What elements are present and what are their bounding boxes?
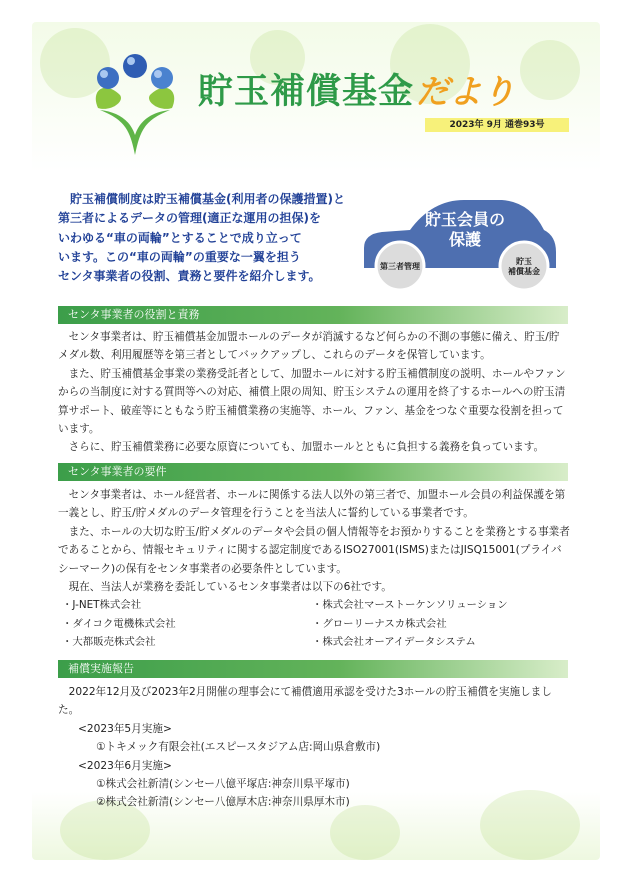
paragraph: センタ事業者は、ホール経営者、ホールに関係する法人以外の第三者で、加盟ホール会員の利益保護を第一義とし、貯玉/貯メダルのデータ管理を行うことを当法人に誓約している事業者です。 [58, 489, 566, 520]
newsletter-title [198, 64, 515, 114]
car-title-line: 保護 [448, 230, 481, 249]
section-report-body [58, 683, 570, 812]
section-role-body [58, 328, 570, 457]
wheel-label-line: 貯玉 [516, 257, 532, 266]
bokeh-decoration [520, 40, 580, 100]
company-item: ・ダイコク電機株式会社 [62, 617, 176, 630]
company-item: ・株式会社オーアイデータシステム [312, 636, 476, 648]
section-heading-report: 補償実施報告 [58, 660, 568, 678]
section-requirements-body [58, 486, 570, 596]
left-wheel-label: 第三者管理 [380, 262, 420, 271]
right-wheel-label [496, 257, 552, 277]
title-sub: だより [416, 72, 516, 111]
paragraph: 2022年12月及び2023年2月開催の理事会にて補償適用承認を受けた3ホールの貯玉補償を実施しました。 [58, 686, 552, 717]
issue-info: 2023年 9月 通巻93号 [425, 118, 569, 132]
section-heading-role: センタ事業者の役割と責務 [58, 306, 568, 324]
wheel-label-line: 補償基金 [508, 267, 540, 276]
report-item: ①株式会社新清(シンセー八億平塚店:神奈川県平塚市) [96, 778, 350, 791]
car-title-line: 貯玉会員の [424, 210, 505, 229]
paragraph: 現在、当法人が業務を委託しているセンタ事業者は以下の6社です。 [68, 581, 392, 594]
company-item: ・大都販売株式会社 [62, 636, 156, 648]
company-item: ・株式会社マーストーケンソリューション [312, 599, 508, 611]
company-item: ・J-NET株式会社 [62, 599, 142, 611]
intro-line: います。この“車の両輪”の重要な一翼を担う [58, 249, 301, 264]
paragraph: センタ事業者は、貯玉補償基金加盟ホールのデータが消滅するなど何らかの不測の事態に備え、貯玉/貯メダル数、利用履歴等を第三者としてバックアップし、これらのデータを保管しています。 [58, 331, 560, 362]
intro-line: センタ事業者の役割、責務と要件を紹介します。 [58, 269, 321, 284]
section-heading-requirements: センタ事業者の要件 [58, 463, 568, 481]
title-main: 貯玉補償基金 [198, 72, 415, 112]
bokeh-decoration [330, 805, 400, 860]
intro-line: 貯玉補償制度は貯玉補償基金(利用者の保護措置)と [70, 192, 345, 206]
intro-line: いわゆる“車の両輪”とすることで成り立って [58, 230, 302, 245]
intro-text [58, 190, 376, 286]
company-list [62, 596, 562, 652]
intro-line: 第三者によるデータの管理(適正な運用の担保)を [58, 211, 321, 226]
report-period-heading: <2023年5月実施> [78, 722, 172, 735]
foundation-logo-icon [80, 50, 190, 160]
report-period-heading: <2023年6月実施> [78, 759, 172, 772]
paragraph: また、貯玉補償基金事業の業務受託者として、加盟ホールに対する貯玉補償制度の説明、ホールやファンからの当制度に対する質問等への対応、補償上限の周知、貯玉システムの運用を終了するホールへの貯玉清算サポート、破産等にともなう貯玉補償業務の実施等、ホール、ファン、基金をつなぐ重要な役割を担っています。 [58, 367, 566, 436]
company-item: ・グローリーナスカ株式会社 [312, 617, 447, 630]
report-item: ②株式会社新清(シンセー八億厚木店:神奈川県厚木市) [96, 796, 350, 809]
car-title [420, 210, 510, 250]
paragraph: また、ホールの大切な貯玉/貯メダルのデータや会員の個人情報等をお預かりすることを業務とする事業者であることから、情報セキュリティに関する認定制度であるISO27001(ISMS)またはJISQ15001(プライバシーマーク)の保有をセンタ事業者の必要条件としています。 [58, 525, 570, 575]
report-item: ①トキメック有限会社(エスピースタジアム店:岡山県倉敷市) [96, 741, 381, 754]
paragraph: さらに、貯玉補償業務に必要な原資についても、加盟ホールとともに負担する義務を負っています。 [68, 441, 545, 454]
